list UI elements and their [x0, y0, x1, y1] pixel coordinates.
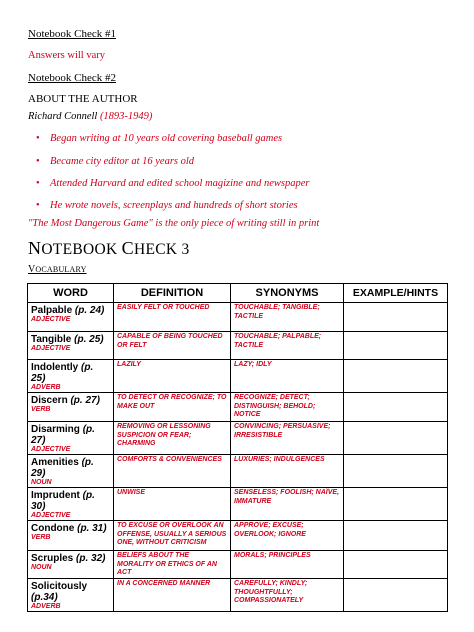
- synonyms: SENSELESS; FOOLISH; NAÏVE, IMMATURE: [234, 489, 340, 505]
- bullet-dot: •: [36, 156, 40, 167]
- header-definition: DEFINITION: [114, 284, 231, 303]
- word-cell: [28, 393, 114, 422]
- word: Amenities: [31, 457, 79, 468]
- example-cell: [344, 303, 448, 332]
- page-ref: (p. 27): [70, 395, 100, 406]
- definition-cell: [114, 521, 231, 551]
- definition: EASILY FELT OR TOUCHED: [117, 304, 210, 311]
- header-example-hints: EXAMPLE/HINTS: [344, 284, 448, 303]
- synonyms: RECOGNIZE; DETECT; DISTINGUISH; BEHOLD; NOTICE: [234, 394, 316, 419]
- synonyms: APPROVE; EXCUSE; OVERLOOK; IGNORE: [234, 522, 306, 538]
- page-ref: (p. 24): [74, 305, 105, 316]
- synonyms: LAZY; IDLY: [234, 361, 272, 368]
- table-row: [28, 303, 448, 332]
- table-row: [28, 332, 448, 360]
- definition: CAPABLE OF BEING TOUCHED OR FELT: [117, 333, 223, 349]
- table-row: [28, 455, 448, 488]
- about-author-heading: ABOUT THE AUTHOR: [28, 93, 138, 105]
- definition-cell: [114, 422, 231, 455]
- synonyms-cell: [231, 303, 344, 332]
- title-heck: HECK 3: [133, 241, 190, 258]
- vocab-rest: OCABULARY: [35, 265, 87, 274]
- notebook-check-1-answer: Answers will vary: [28, 50, 105, 61]
- bullet-item: [36, 156, 195, 167]
- word: Imprudent: [31, 490, 80, 501]
- page-ref: (p. 27): [31, 424, 95, 446]
- page-ref: (p. 25): [31, 362, 94, 384]
- example-cell: [344, 422, 448, 455]
- word: Tangible: [31, 334, 72, 345]
- title-initial: N: [28, 238, 42, 258]
- part-of-speech: ADJECTIVE: [31, 345, 71, 352]
- bullet-item: [36, 133, 283, 144]
- title-rest: OTEBOOK: [41, 241, 122, 258]
- example-cell: [344, 332, 448, 360]
- part-of-speech: ADVERB: [31, 384, 61, 391]
- part-of-speech: ADJECTIVE: [31, 512, 71, 519]
- word-cell: [28, 579, 114, 612]
- vocabulary-table: [27, 283, 448, 612]
- bullet-item: [36, 200, 298, 211]
- synonyms-cell: [231, 393, 344, 422]
- definition: TO DETECT OR RECOGNIZE; TO MAKE OUT: [117, 394, 227, 410]
- synonyms-cell: [231, 360, 344, 393]
- bullet-item: [36, 178, 310, 189]
- part-of-speech: VERB: [31, 406, 51, 413]
- vocabulary-label: [28, 264, 87, 275]
- author-line: [28, 111, 152, 122]
- word: Scruples: [31, 553, 74, 564]
- page-ref: (p. 25): [74, 334, 104, 345]
- definition-cell: [114, 393, 231, 422]
- word-cell: [28, 455, 114, 488]
- table-row: [28, 360, 448, 393]
- word: Discern: [31, 395, 68, 406]
- page-ref: (p.34): [31, 592, 58, 603]
- synonyms: LUXURIES; INDULGENCES: [234, 456, 325, 463]
- table-row: [28, 488, 448, 521]
- part-of-speech: ADJECTIVE: [31, 446, 71, 453]
- word-cell: [28, 488, 114, 521]
- vocab-initial: V: [28, 264, 36, 275]
- part-of-speech: ADVERB: [31, 603, 61, 610]
- definition: IN A CONCERNED MANNER: [117, 580, 211, 587]
- word: Indolently: [31, 362, 79, 373]
- word-cell: [28, 360, 114, 393]
- notebook-check-3-title: [28, 238, 190, 259]
- word: Disarming: [31, 424, 80, 435]
- author-quote: "The Most Dangerous Game" is the only piece of writing still in print: [28, 218, 320, 229]
- synonyms-cell: [231, 488, 344, 521]
- example-cell: [344, 455, 448, 488]
- word-cell: [28, 521, 114, 551]
- bullet-dot: •: [36, 200, 40, 211]
- author-years: (1893-1949): [99, 111, 153, 122]
- page-ref: (p. 31): [77, 523, 107, 534]
- notebook-check-2-title: Notebook Check #2: [28, 72, 116, 84]
- table-row: [28, 521, 448, 551]
- synonyms: TOUCHABLE; PALPABLE; TACTILE: [234, 333, 322, 349]
- definition: COMFORTS & CONVENIENCES: [117, 456, 222, 463]
- example-cell: [344, 551, 448, 579]
- page-ref: (p. 29): [31, 457, 94, 479]
- definition-cell: [114, 332, 231, 360]
- bullet-text: Began writing at 10 years old covering baseball games: [50, 133, 283, 144]
- synonyms: CONVINCING; PERSUASIVE; IRRESISTIBLE: [234, 423, 331, 439]
- word-cell: [28, 332, 114, 360]
- synonyms: MORALS; PRINCIPLES: [234, 552, 311, 559]
- definition: TO EXCUSE OR OVERLOOK AN OFFENSE, USUALLY A SERIOUS ONE, WITHOUT CRITICISM: [117, 522, 227, 547]
- definition-cell: [114, 579, 231, 612]
- part-of-speech: NOUN: [31, 479, 52, 486]
- word-cell: [28, 551, 114, 579]
- bullet-text: Attended Harvard and edited school magizine and newspaper: [50, 178, 310, 189]
- author-name: Richard Connell: [28, 111, 98, 122]
- synonyms-cell: [231, 579, 344, 612]
- header-synonyms: SYNONYMS: [231, 284, 344, 303]
- table-header-row: [28, 284, 448, 303]
- example-cell: [344, 393, 448, 422]
- bullet-dot: •: [36, 133, 40, 144]
- synonyms-cell: [231, 521, 344, 551]
- bullet-text: Became city editor at 16 years old: [50, 156, 195, 167]
- bullet-dot: •: [36, 178, 40, 189]
- definition: REMOVING OR LESSONING SUSPICION OR FEAR; CHARMING: [117, 423, 211, 448]
- example-cell: [344, 521, 448, 551]
- definition-cell: [114, 360, 231, 393]
- page-ref: (p. 30): [31, 490, 95, 512]
- example-cell: [344, 488, 448, 521]
- table-row: [28, 551, 448, 579]
- word-cell: [28, 303, 114, 332]
- word-cell: [28, 422, 114, 455]
- definition-cell: [114, 488, 231, 521]
- synonyms-cell: [231, 332, 344, 360]
- definition: LAZILY: [117, 361, 141, 368]
- synonyms-cell: [231, 422, 344, 455]
- synonyms: TOUCHABLE; TANGIBLE; TACTILE: [234, 304, 320, 320]
- example-cell: [344, 579, 448, 612]
- table-row: [28, 393, 448, 422]
- title-c: C: [121, 238, 134, 258]
- table-row: [28, 422, 448, 455]
- word: Solicitously: [31, 581, 88, 592]
- page-ref: (p. 32): [76, 553, 106, 564]
- table-row: [28, 579, 448, 612]
- part-of-speech: ADJECTIVE: [31, 316, 71, 323]
- part-of-speech: VERB: [31, 534, 51, 541]
- notebook-check-1-title: Notebook Check #1: [28, 28, 116, 40]
- definition: BELIEFS ABOUT THE MORALITY OR ETHICS OF AN ACT: [117, 552, 217, 577]
- word: Condone: [31, 523, 75, 534]
- synonyms-cell: [231, 551, 344, 579]
- definition-cell: [114, 303, 231, 332]
- bullet-text: He wrote novels, screenplays and hundreds of short stories: [50, 200, 298, 211]
- example-cell: [344, 360, 448, 393]
- word: Palpable: [31, 305, 73, 316]
- synonyms-cell: [231, 455, 344, 488]
- definition: UNWISE: [117, 489, 145, 496]
- header-word: WORD: [28, 284, 114, 303]
- synonyms: CAREFULLY; KINDLY; THOUGHTFULLY; COMPASSIONATELY: [234, 580, 308, 605]
- definition-cell: [114, 455, 231, 488]
- definition-cell: [114, 551, 231, 579]
- part-of-speech: NOUN: [31, 564, 52, 571]
